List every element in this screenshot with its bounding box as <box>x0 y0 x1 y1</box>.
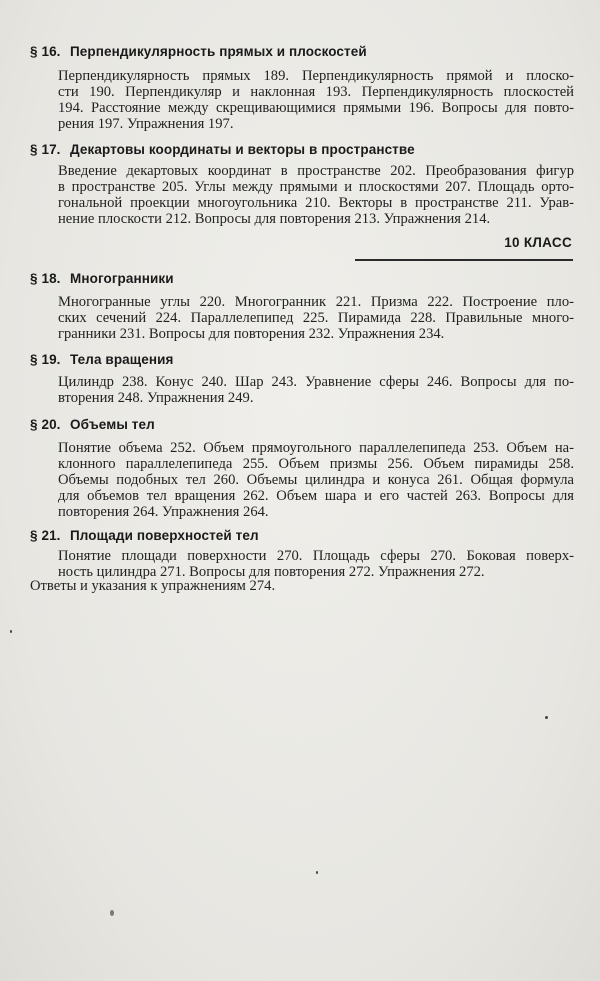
text-line: нение плоскости 212. Вопросы для повторения 213. Упражнения 214. <box>58 211 491 227</box>
section-body-17 <box>58 163 574 227</box>
text-line: 194. Расстояние между скрещивающимися прямыми 196. Вопросы для повто- <box>58 100 574 116</box>
text-line: Введение декартовых координат в пространстве 202. Преобразования фигур <box>58 163 574 179</box>
section-number: § 21. <box>30 528 61 543</box>
scan-speck <box>316 871 318 874</box>
text-line: вторения 248. Упражнения 249. <box>58 390 254 406</box>
divider-rule <box>355 259 573 261</box>
section-number: § 20. <box>30 417 61 432</box>
section-number: § 17. <box>30 142 61 157</box>
section-number: § 18. <box>30 271 61 286</box>
section-body-18 <box>58 294 574 342</box>
text-line: Цилиндр 238. Конус 240. Шар 243. Уравнение сферы 246. Вопросы для по- <box>58 374 574 390</box>
text-line: сти 190. Перпендикуляр и наклонная 193. Перпендикулярность плоскостей <box>58 84 574 100</box>
section-heading-21 <box>30 528 259 543</box>
section-title: Объемы тел <box>70 417 155 432</box>
section-heading-18 <box>30 271 174 286</box>
section-body-21 <box>58 548 574 580</box>
text-line: клонного параллелепипеда 255. Объем призмы 256. Объем пирамиды 258. <box>58 456 574 472</box>
text-line: Понятие объема 252. Объем прямоугольного параллелепипеда 253. Объем на- <box>58 440 574 456</box>
text-line: ность цилиндра 271. Вопросы для повторения 272. Упражнения 272. <box>58 564 485 580</box>
text-line: гональной проекции многоугольника 210. Векторы в пространстве 211. Урав- <box>58 195 574 211</box>
text-line: Перпендикулярность прямых 189. Перпендикулярность прямой и плоско- <box>58 68 574 84</box>
text-line: в пространстве 205. Углы между прямыми и плоскостями 207. Площадь орто- <box>58 179 574 195</box>
section-body-16 <box>58 68 574 132</box>
section-body-19 <box>58 374 574 406</box>
section-heading-19 <box>30 352 174 367</box>
text-line: рения 197. Упражнения 197. <box>58 116 234 132</box>
section-title: Перпендикулярность прямых и плоскостей <box>70 44 367 59</box>
text-line: повторения 264. Упражнения 264. <box>58 504 269 520</box>
section-number: § 16. <box>30 44 61 59</box>
section-title: Площади поверхностей тел <box>70 528 259 543</box>
text-line: Многогранные углы 220. Многогранник 221. Призма 222. Построение пло- <box>58 294 574 310</box>
scan-speck <box>110 910 114 916</box>
section-number: § 19. <box>30 352 61 367</box>
section-body-20 <box>58 440 574 520</box>
scan-speck <box>545 716 548 719</box>
section-heading-17 <box>30 142 415 157</box>
text-line: ских сечений 224. Параллелепипед 225. Пирамида 228. Правильные много- <box>58 310 574 326</box>
text-line: Объемы подобных тел 260. Объемы цилиндра и конуса 261. Общая формула <box>58 472 574 488</box>
scan-speck <box>10 630 12 633</box>
section-heading-20 <box>30 417 155 432</box>
section-title: Декартовы координаты и векторы в пространстве <box>70 142 415 157</box>
answers-line: Ответы и указания к упражнениям 274. <box>30 578 276 594</box>
text-line: для объемов тел вращения 262. Объем шара и его частей 263. Вопросы для <box>58 488 574 504</box>
section-title: Тела вращения <box>70 352 174 367</box>
section-heading-16 <box>30 44 367 59</box>
section-title: Многогранники <box>70 271 174 286</box>
text-line: гранники 231. Вопросы для повторения 232. Упражнения 234. <box>58 326 445 342</box>
grade-label: 10 КЛАСС <box>504 235 572 250</box>
text-line: Понятие площади поверхности 270. Площадь сферы 270. Боковая поверх- <box>58 548 574 564</box>
